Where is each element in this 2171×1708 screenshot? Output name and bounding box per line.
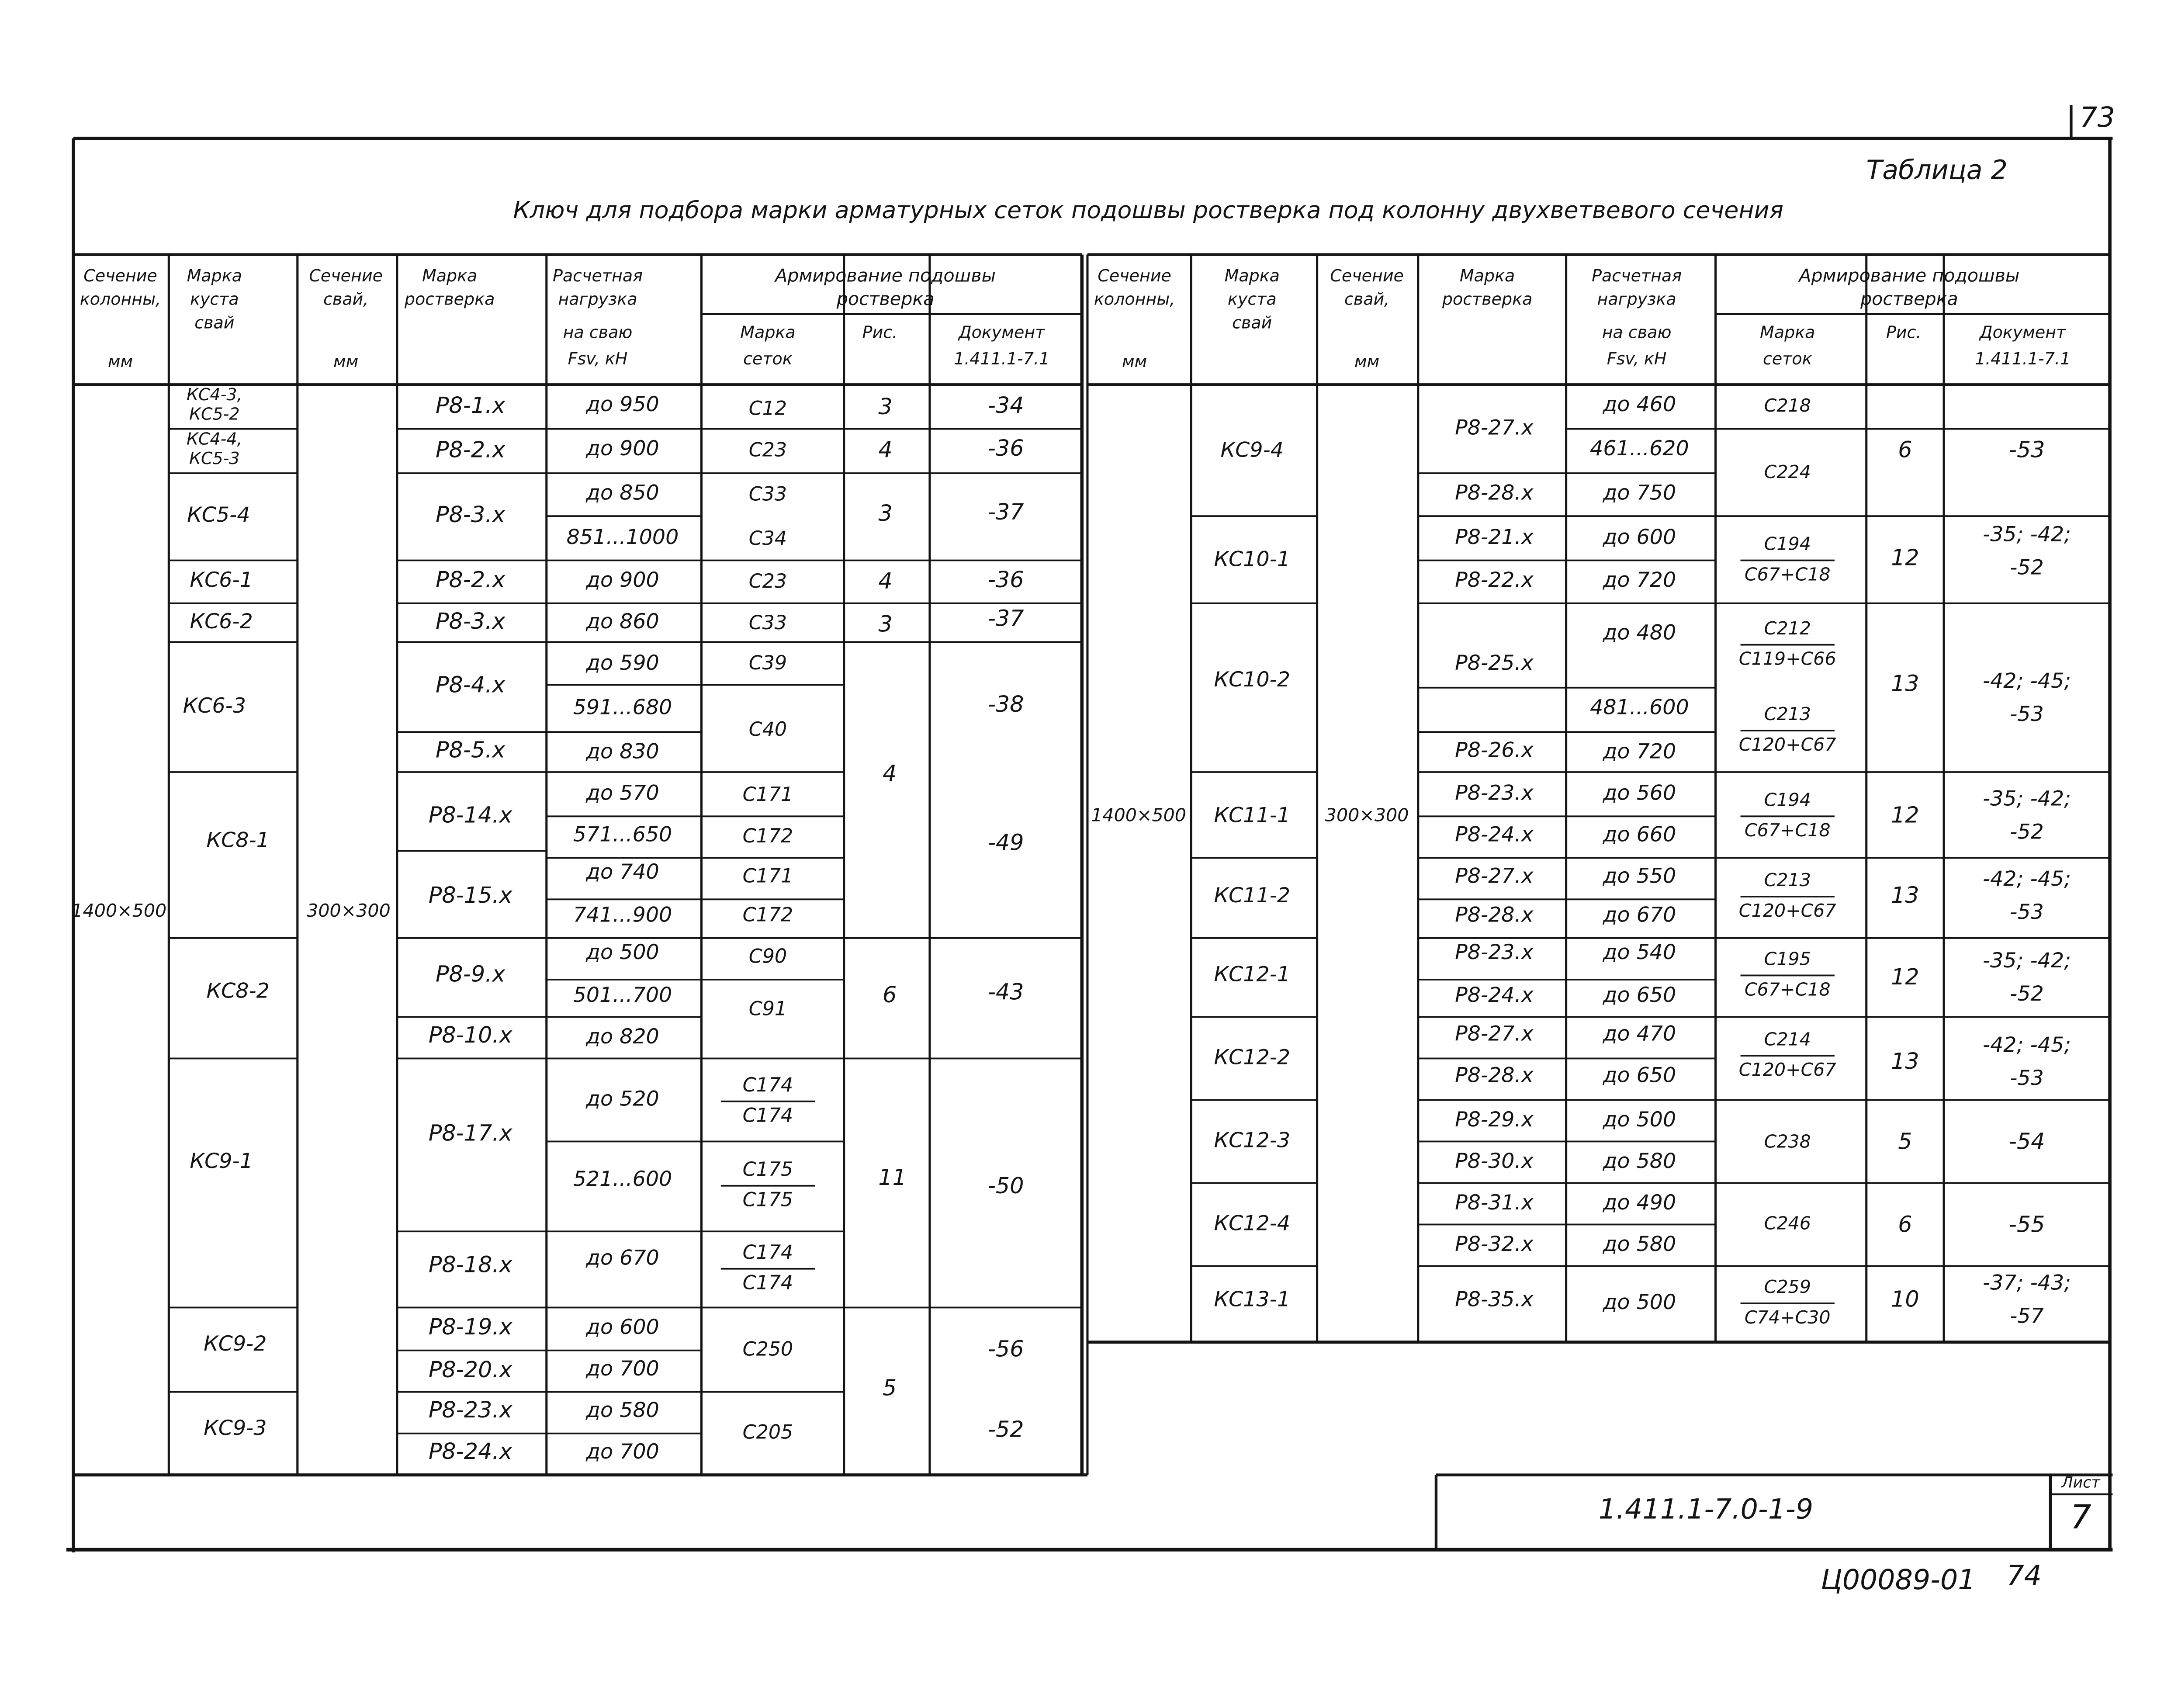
pile-load: до 560 (1603, 781, 1676, 805)
mesh-mark: С238 (1764, 1131, 1811, 1152)
grillage-mark: Р8-19.х (428, 1313, 512, 1340)
grillage-mark: Р8-25.х (1455, 651, 1534, 675)
grillage-mark: Р8-27.х (1455, 1022, 1534, 1046)
mesh-mark: С194 (1764, 789, 1811, 811)
figure-number: 6 (1898, 437, 1912, 463)
pile-load: до 520 (586, 1087, 659, 1111)
header-col-section: колонны, (1094, 289, 1175, 309)
grillage-mark: Р8-30.х (1455, 1149, 1534, 1173)
mesh-mark: С195 (1764, 948, 1811, 970)
pile-bush: КС4-4, (187, 429, 242, 449)
header-fig: Рис. (1886, 322, 1922, 342)
header-load: Расчетная (1592, 266, 1682, 285)
pile-bush: КС10-1 (1214, 547, 1291, 572)
mesh-mark: С246 (1764, 1213, 1811, 1234)
pile-load: до 590 (586, 651, 659, 675)
header-load: Расчетная (552, 266, 643, 285)
grillage-mark: Р8-24.х (1455, 822, 1534, 847)
column-section: 1400×500 (71, 900, 167, 921)
document-ref: -53 (2010, 900, 2044, 924)
document-ref: -42; -45; (1982, 1032, 2071, 1057)
grillage-mark: Р8-26.х (1455, 738, 1534, 762)
pile-load: до 950 (586, 392, 659, 416)
grillage-mark: Р8-23.х (428, 1396, 512, 1423)
header-reinforcement: ростверка (1860, 288, 1958, 310)
header-load: нагрузка (1597, 289, 1676, 309)
mesh-mark: С171 (742, 783, 793, 806)
header-col-section: мм (1122, 352, 1147, 371)
sheet-designation: 1.411.1-7.0-1-9 (1598, 1493, 1814, 1525)
header-load: на сваю (563, 322, 633, 342)
pile-bush: КС11-1 (1214, 803, 1291, 828)
header-col-section: Сечение (1098, 266, 1171, 285)
grillage-mark: Р8-23.х (1455, 940, 1534, 964)
document-ref: -42; -45; (1982, 866, 2071, 891)
mesh-mark: С172 (742, 825, 793, 847)
mesh-mark: С194 (1764, 533, 1811, 554)
table-label: Таблица 2 (1866, 155, 2008, 186)
mesh-mark: С23 (748, 439, 787, 461)
grillage-mark: Р8-1.х (435, 392, 506, 418)
pile-load: до 570 (586, 781, 659, 805)
mesh-mark: С33 (748, 483, 787, 506)
header-pile-bush: куста (190, 289, 239, 309)
pile-bush: КС8-1 (206, 828, 270, 852)
pile-load: до 550 (1603, 864, 1676, 888)
header-pile-bush: свай (194, 313, 235, 333)
header-col-section: мм (107, 352, 133, 371)
pile-bush: КС12-4 (1214, 1211, 1291, 1236)
pile-load: до 700 (586, 1439, 659, 1464)
pile-load: до 540 (1603, 940, 1676, 964)
document-ref: -49 (987, 829, 1024, 856)
pile-bush: КС9-3 (204, 1416, 267, 1441)
figure-number: 5 (883, 1375, 897, 1401)
document-ref: -56 (987, 1336, 1024, 1362)
figure-number: 4 (883, 760, 897, 786)
pile-load: до 600 (1603, 525, 1676, 549)
grillage-mark: Р8-4.х (435, 672, 506, 698)
pile-load: до 740 (586, 860, 659, 884)
pile-bush: КС12-1 (1214, 962, 1291, 987)
grillage-mark: Р8-3.х (435, 608, 506, 634)
table-title: Ключ для подбора марки арматурных сеток подошвы ростверка под колонну двухветвевого сечения (513, 196, 1784, 224)
mesh-mark: С74+С30 (1744, 1306, 1831, 1328)
pile-load: до 500 (1603, 1107, 1676, 1132)
pile-section: 300×300 (1325, 804, 1409, 826)
grillage-mark: Р8-28.х (1455, 481, 1534, 505)
grillage-mark: Р8-14.х (428, 802, 512, 828)
mesh-mark: С174 (742, 1104, 793, 1127)
figure-number: 4 (878, 568, 893, 594)
grillage-mark: Р8-22.х (1455, 568, 1534, 592)
grillage-mark: Р8-15.х (428, 882, 512, 908)
figure-number: 12 (1891, 963, 1919, 990)
pile-load: 521...600 (573, 1167, 672, 1192)
pile-load: 571...650 (573, 822, 672, 847)
figure-number: 3 (878, 611, 893, 637)
pile-bush: КС5-3 (189, 448, 240, 468)
pile-load: 851...1000 (566, 525, 679, 549)
pile-load: до 580 (1603, 1232, 1676, 1256)
document-ref: -57 (2010, 1304, 2044, 1328)
header-col-section: колонны, (80, 289, 161, 309)
column-section: 1400×500 (1091, 804, 1187, 826)
pile-bush: КС8-2 (206, 979, 270, 1003)
grillage-mark: Р8-28.х (1455, 1063, 1534, 1088)
pile-load: до 670 (1603, 903, 1676, 927)
header-grillage: ростверка (404, 289, 495, 309)
document-ref: -53 (2010, 1066, 2044, 1090)
figure-number: 13 (1891, 1048, 1919, 1074)
mesh-mark: С67+С18 (1744, 820, 1831, 841)
pile-load: до 600 (586, 1315, 659, 1339)
document-ref: -38 (987, 691, 1024, 717)
figure-number: 6 (1898, 1211, 1912, 1237)
mesh-mark: С120+С67 (1738, 1059, 1836, 1080)
mesh-mark: С171 (742, 865, 793, 887)
mesh-mark: С120+С67 (1738, 900, 1836, 921)
mesh-mark: С174 (742, 1271, 793, 1294)
pile-load: до 650 (1603, 1063, 1676, 1088)
document-ref: -52 (2010, 820, 2044, 844)
mesh-mark: С119+С66 (1738, 648, 1836, 669)
header-col-section: Сечение (83, 266, 157, 285)
figure-number: 11 (878, 1164, 907, 1190)
mesh-mark: С259 (1764, 1276, 1811, 1298)
mesh-mark: С218 (1764, 395, 1811, 416)
pile-load: до 580 (1603, 1149, 1676, 1173)
grillage-mark: Р8-29.х (1455, 1107, 1534, 1132)
grillage-mark: Р8-24.х (428, 1438, 512, 1464)
pile-load: до 660 (1603, 822, 1676, 847)
header-pile-bush: свай (1232, 313, 1272, 333)
pile-load: до 470 (1603, 1022, 1676, 1046)
document-ref: -55 (2008, 1211, 2045, 1237)
grillage-mark: Р8-17.х (428, 1120, 512, 1146)
pile-load: до 460 (1603, 392, 1676, 416)
pile-load: до 900 (586, 437, 659, 461)
header-mesh: Марка (1760, 322, 1815, 342)
pile-bush: КС4-3, (187, 385, 242, 405)
mesh-mark: С33 (748, 612, 787, 634)
figure-number: 13 (1891, 670, 1919, 696)
mesh-mark: С250 (742, 1338, 793, 1361)
pile-load: до 750 (1603, 481, 1676, 505)
mesh-mark: С67+С18 (1744, 979, 1831, 1000)
document-ref: -53 (2008, 437, 2045, 463)
document-ref: -53 (2010, 702, 2044, 727)
mesh-mark: С34 (748, 527, 787, 550)
header-pile-section: мм (333, 352, 359, 371)
pile-load: до 580 (586, 1398, 659, 1422)
grillage-mark: Р8-2.х (435, 437, 506, 463)
page-number: 73 (2080, 100, 2115, 133)
pile-load: до 480 (1603, 620, 1676, 645)
header-mesh: сеток (743, 349, 793, 368)
pile-bush: КС13-1 (1214, 1287, 1291, 1312)
grillage-mark: Р8-18.х (428, 1251, 512, 1278)
document-ref: -36 (987, 435, 1024, 461)
pile-load: до 700 (586, 1356, 659, 1381)
pile-bush: КС12-2 (1214, 1045, 1291, 1070)
footer-code: Ц00089-01 (1821, 1563, 1976, 1596)
sheet-number: 7 (2070, 1497, 2091, 1536)
header-document: 1.411.1-7.1 (954, 349, 1050, 368)
header-fig: Рис. (862, 322, 898, 342)
figure-number: 4 (878, 437, 893, 463)
document-ref: -52 (987, 1416, 1024, 1442)
pile-bush: КС5-2 (189, 404, 240, 424)
grillage-mark: Р8-27.х (1455, 864, 1534, 888)
header-grillage: ростверка (1442, 289, 1533, 309)
header-document: Документ (958, 322, 1045, 342)
mesh-mark: С174 (742, 1074, 793, 1096)
document-ref: -52 (2010, 555, 2044, 580)
pile-bush: КС9-4 (1220, 438, 1284, 462)
mesh-mark: С214 (1764, 1029, 1811, 1050)
mesh-mark: С224 (1764, 461, 1811, 482)
grillage-mark: Р8-20.х (428, 1357, 512, 1383)
pile-load: до 490 (1603, 1190, 1676, 1215)
pile-load: до 720 (1603, 739, 1676, 764)
header-document: 1.411.1-7.1 (1975, 349, 2071, 368)
pile-load: 461...620 (1590, 437, 1689, 461)
header-pile-section: Сечение (309, 266, 383, 285)
figure-number: 6 (883, 981, 897, 1008)
grillage-mark: Р8-27.х (1455, 416, 1534, 440)
header-reinforcement: Армирование подошвы (1799, 265, 2020, 286)
figure-number: 3 (878, 394, 893, 420)
mesh-mark: С213 (1764, 870, 1811, 891)
mesh-mark: С90 (748, 945, 787, 968)
header-pile-section: свай, (1344, 289, 1390, 309)
grillage-mark: Р8-32.х (1455, 1232, 1534, 1256)
document-ref: -52 (2010, 981, 2044, 1006)
document-ref: -50 (987, 1172, 1024, 1199)
mesh-mark: С175 (742, 1158, 793, 1181)
header-reinforcement: Армирование подошвы (775, 265, 996, 286)
grillage-mark: Р8-23.х (1455, 781, 1534, 805)
footer-number: 74 (2006, 1559, 2042, 1592)
pile-section: 300×300 (307, 900, 391, 921)
pile-load: до 650 (1603, 983, 1676, 1007)
mesh-mark: С120+С67 (1738, 734, 1836, 755)
document-ref: -42; -45; (1982, 669, 2071, 693)
pile-load: до 860 (586, 609, 659, 634)
header-pile-bush: куста (1227, 289, 1277, 309)
mesh-mark: С174 (742, 1241, 793, 1264)
grillage-mark: Р8-9.х (435, 961, 506, 987)
header-mesh: Марка (740, 322, 796, 342)
header-pile-bush: Марка (187, 266, 242, 285)
pile-bush: КС5-4 (187, 503, 250, 527)
mesh-mark: С172 (742, 904, 793, 926)
pile-load: 591...680 (573, 695, 672, 720)
pile-bush: КС9-2 (204, 1331, 267, 1356)
pile-bush: КС9-1 (190, 1149, 253, 1173)
figure-number: 12 (1891, 544, 1919, 571)
pile-load: до 500 (586, 940, 659, 964)
document-ref: -35; -42; (1982, 786, 2071, 811)
pile-load: до 720 (1603, 568, 1676, 592)
document-ref: -37; -43; (1982, 1271, 2071, 1295)
pile-bush: КС6-1 (190, 568, 253, 592)
figure-number: 13 (1891, 882, 1919, 908)
document-ref: -54 (2008, 1128, 2045, 1154)
mesh-mark: С212 (1764, 617, 1811, 639)
pile-load: 741...900 (573, 903, 672, 927)
pile-load: до 820 (586, 1024, 659, 1049)
document-ref: -37 (987, 499, 1024, 525)
pile-bush: КС6-3 (183, 694, 246, 718)
header-pile-bush: Марка (1224, 266, 1280, 285)
figure-number: 5 (1898, 1128, 1912, 1154)
document-ref: -34 (987, 392, 1024, 418)
pile-bush: КС10-2 (1214, 667, 1291, 692)
mesh-mark: С23 (748, 570, 787, 593)
mesh-mark: С67+С18 (1744, 564, 1831, 585)
document-ref: -37 (987, 605, 1024, 631)
grillage-mark: Р8-35.х (1455, 1287, 1534, 1312)
figure-number: 3 (878, 500, 893, 526)
header-pile-section: Сечение (1330, 266, 1404, 285)
header-mesh: сеток (1762, 349, 1812, 368)
mesh-mark: С91 (748, 998, 787, 1020)
mesh-mark: С40 (748, 718, 787, 741)
grillage-mark: Р8-28.х (1455, 903, 1534, 927)
grillage-mark: Р8-10.х (428, 1022, 512, 1048)
document-ref: -35; -42; (1982, 948, 2071, 973)
pile-load: до 900 (586, 568, 659, 592)
pile-load: 481...600 (1590, 695, 1689, 720)
document-ref: -35; -42; (1982, 522, 2071, 547)
header-pile-section: мм (1354, 352, 1380, 371)
grillage-mark: Р8-21.х (1455, 525, 1534, 549)
header-grillage: Марка (422, 266, 478, 285)
header-load: нагрузка (558, 289, 637, 309)
grillage-mark: Р8-24.х (1455, 983, 1534, 1007)
figure-number: 12 (1891, 802, 1919, 828)
document-ref: -43 (987, 979, 1024, 1005)
header-grillage: Марка (1459, 266, 1515, 285)
grillage-mark: Р8-2.х (435, 566, 506, 592)
grillage-mark: Р8-5.х (435, 737, 506, 763)
mesh-mark: С205 (742, 1421, 793, 1444)
header-document: Документ (1979, 322, 2066, 342)
sheet-label: Лист (2061, 1474, 2100, 1492)
mesh-mark: С213 (1764, 703, 1811, 725)
grillage-mark: Р8-3.х (435, 502, 506, 528)
document-ref: -36 (987, 566, 1024, 592)
pile-load: до 500 (1603, 1290, 1676, 1314)
header-load: на сваю (1602, 322, 1672, 342)
pile-load: до 670 (586, 1246, 659, 1270)
mesh-mark: С39 (748, 651, 787, 674)
header-load: Fsv, кН (568, 349, 628, 368)
pile-bush: КС6-2 (190, 609, 253, 634)
header-load: Fsv, кН (1607, 349, 1667, 368)
pile-load: до 850 (586, 481, 659, 505)
pile-bush: КС12-3 (1214, 1128, 1291, 1153)
mesh-mark: С175 (742, 1188, 793, 1211)
grillage-mark: Р8-31.х (1455, 1190, 1534, 1215)
header-pile-section: свай, (323, 289, 369, 309)
pile-load: 501...700 (573, 983, 672, 1007)
pile-load: до 830 (586, 739, 659, 764)
pile-bush: КС11-2 (1214, 883, 1291, 908)
mesh-mark: С12 (748, 397, 787, 420)
header-reinforcement: ростверка (836, 288, 935, 310)
figure-number: 10 (1891, 1286, 1919, 1312)
